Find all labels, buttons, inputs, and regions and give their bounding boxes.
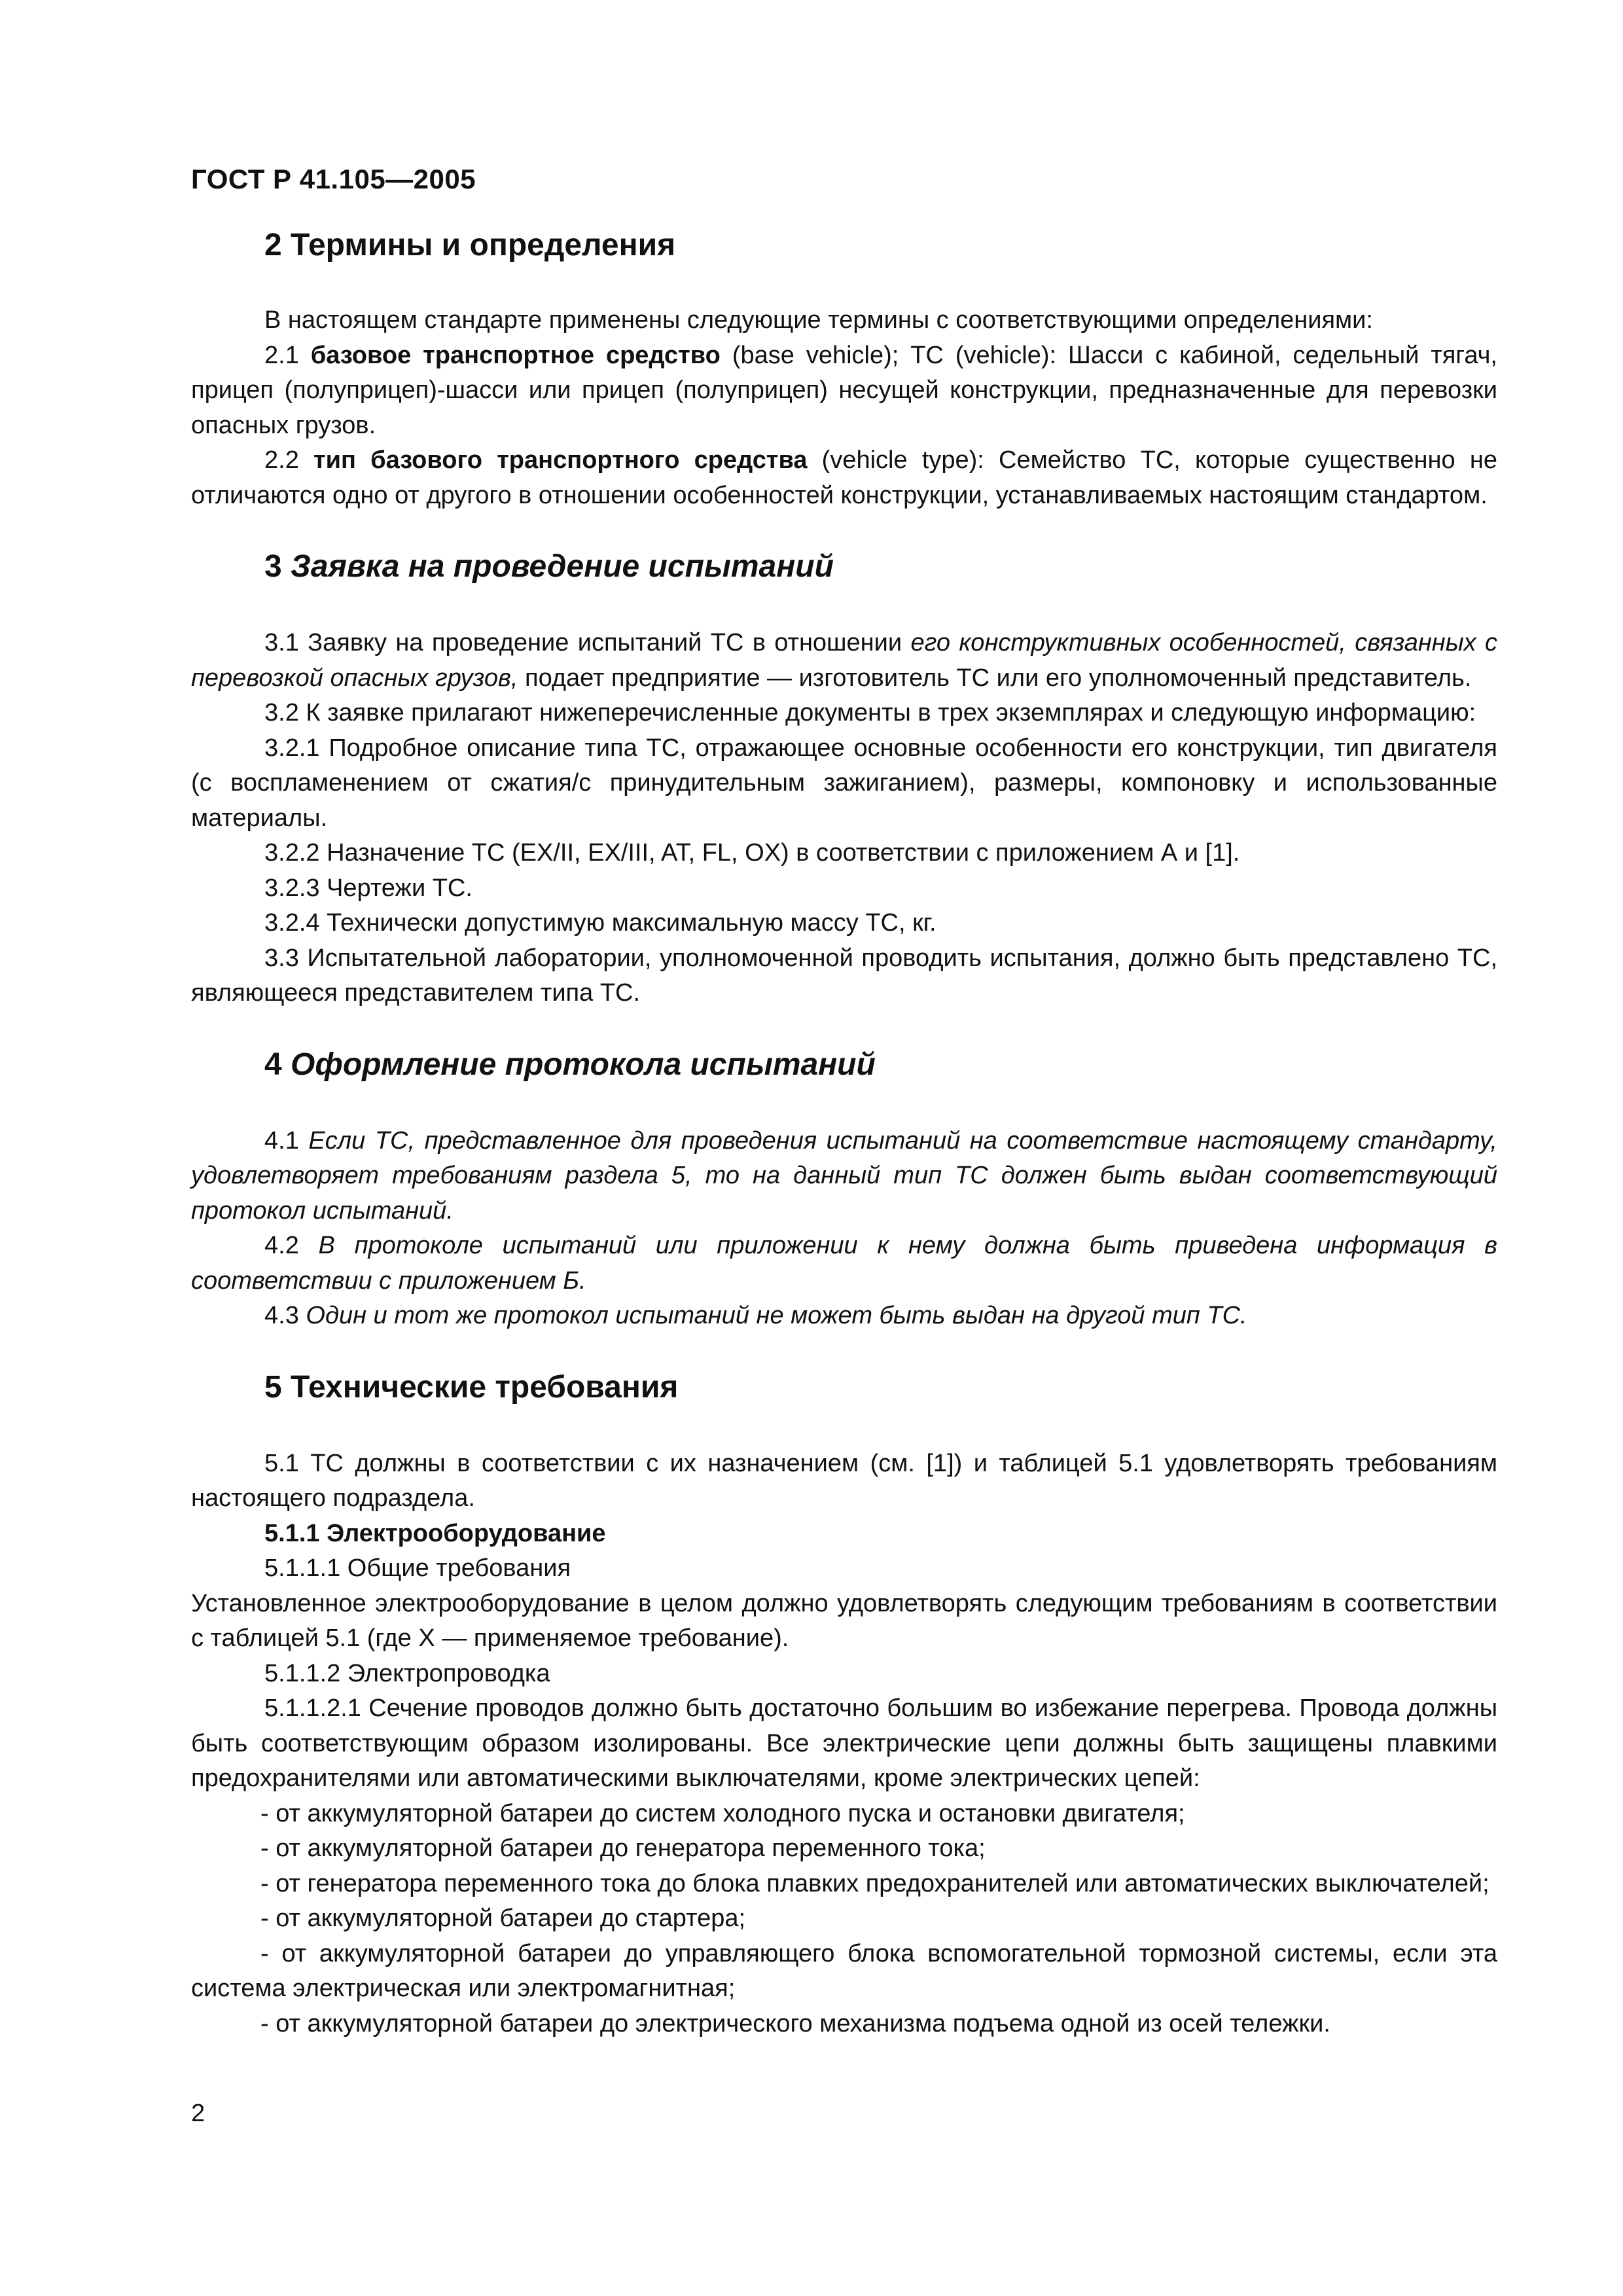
- clause-4-2: 4.2 В протоколе испытаний или приложении к нему должна быть приведена информация в соответствии с приложением Б.: [191, 1232, 1497, 1295]
- list-item: - от аккумуляторной батареи до стартера;: [260, 1905, 746, 1932]
- clause-3-1: 3.1 Заявку на проведение испытаний ТС в отношении его конструктивных особенностей, связанных с перевозкой опасных грузов, подает предприятие — изготовитель ТС или его уполномоченный представитель.: [191, 629, 1497, 692]
- clause-4-3: 4.3 Один и тот же протокол испытаний не может быть выдан на другой тип ТС.: [264, 1302, 1247, 1329]
- clause-2-1: 2.1 базовое транспортное средство (base vehicle); ТС (vehicle): Шасси с кабиной, седельный тягач, прицеп (полуприцеп)-шасси или прицеп (полуприцеп) несущей конструкции, предназначенные для перевозки опасных грузов.: [191, 341, 1497, 439]
- list-item: - от аккумуляторной батареи до генератора переменного тока;: [260, 1835, 986, 1862]
- page-number: 2: [191, 2100, 205, 2127]
- subsection-5-1-1-heading: 5.1.1 Электрооборудование: [264, 1519, 606, 1547]
- general-requirements-text: Установленное электрооборудование в целом должно удовлетворять следующим требованиям в соответствии с таблицей 5.1 (где X — применяемое требование).: [191, 1589, 1497, 1652]
- clause-4-1: 4.1 Если ТС, представленное для проведения испытаний на соответствие настоящему стандарту, удовлетворяет требованиям раздела 5, то на данный тип ТС должен быть выдан соответствующий протокол испытаний.: [191, 1126, 1497, 1225]
- clause-5-1-1-2-1: 5.1.1.2.1 Сечение проводов должно быть достаточно большим во избежание перегрева. Провода должны быть соответствующим образом изолированы. Все электрические цепи должны быть защищены плавкими предохранителями или автоматическими выключателями, кроме электрических цепей:: [191, 1695, 1497, 1792]
- list-item: - от аккумуляторной батареи до управляющего блока вспомогательной тормозной системы, если эта система электрическая или электромагнитная;: [191, 1939, 1497, 2002]
- section-3-heading: 3 Заявка на проведение испытаний: [264, 549, 834, 584]
- clause-3-3: 3.3 Испытательной лаборатории, уполномоченной проводить испытания, должно быть представлено ТС, являющееся представителем типа ТС.: [191, 944, 1497, 1007]
- clause-2-2: 2.2 тип базового транспортного средства (vehicle type): Семейство ТС, которые существенно не отличаются одно от другого в отношении особенностей конструкции, устанавливаемых настоящим стандартом.: [191, 446, 1497, 509]
- clause-3-2-4: 3.2.4 Технически допустимую максимальную массу ТС, кг.: [264, 909, 936, 937]
- clause-3-2: 3.2 К заявке прилагают нижеперечисленные документы в трех экземплярах и следующую информацию:: [264, 699, 1476, 726]
- clause-3-2-1: 3.2.1 Подробное описание типа ТС, отражающее основные особенности его конструкции, тип двигателя (с воспламенением от сжатия/с принудительным зажиганием), размеры, компоновку и использованные материалы.: [191, 734, 1497, 832]
- page-content: [191, 226, 1497, 2041]
- list-item: - от аккумуляторной батареи до систем холодного пуска и остановки двигателя;: [260, 1799, 1185, 1827]
- list-item: - от аккумуляторной батареи до электрического механизма подъема одной из осей тележки.: [260, 2009, 1330, 2037]
- list-item: - от генератора переменного тока до блока плавких предохранителей или автоматических выключателей;: [260, 1869, 1489, 1897]
- clause-5-1-1-2: 5.1.1.2 Электропроводка: [264, 1659, 550, 1687]
- section-2-heading: 2 Термины и определения: [264, 228, 676, 262]
- term-base-vehicle: базовое транспортное средство: [310, 341, 721, 369]
- clause-3-2-2: 3.2.2 Назначение ТС (EX/II, EX/III, AT, FL, OX) в соответствии с приложением А и [1].: [264, 839, 1240, 867]
- section-4-heading: 4 Оформление протокола испытаний: [264, 1047, 876, 1082]
- document-code: ГОСТ Р 41.105—2005: [191, 164, 476, 194]
- clause-5-1: 5.1 ТС должны в соответствии с их назначением (см. [1]) и таблицей 5.1 удовлетворять требованиям настоящего подраздела.: [191, 1449, 1497, 1512]
- term-vehicle-type: тип базового транспортного средства: [313, 446, 808, 474]
- section-5-heading: 5 Технические требования: [264, 1369, 679, 1405]
- clause-3-2-3: 3.2.3 Чертежи ТС.: [264, 874, 473, 902]
- clause-5-1-1-1: 5.1.1.1 Общие требования: [264, 1554, 571, 1582]
- section-2-intro: В настоящем стандарте применены следующие термины с соответствующими определениями:: [264, 306, 1373, 334]
